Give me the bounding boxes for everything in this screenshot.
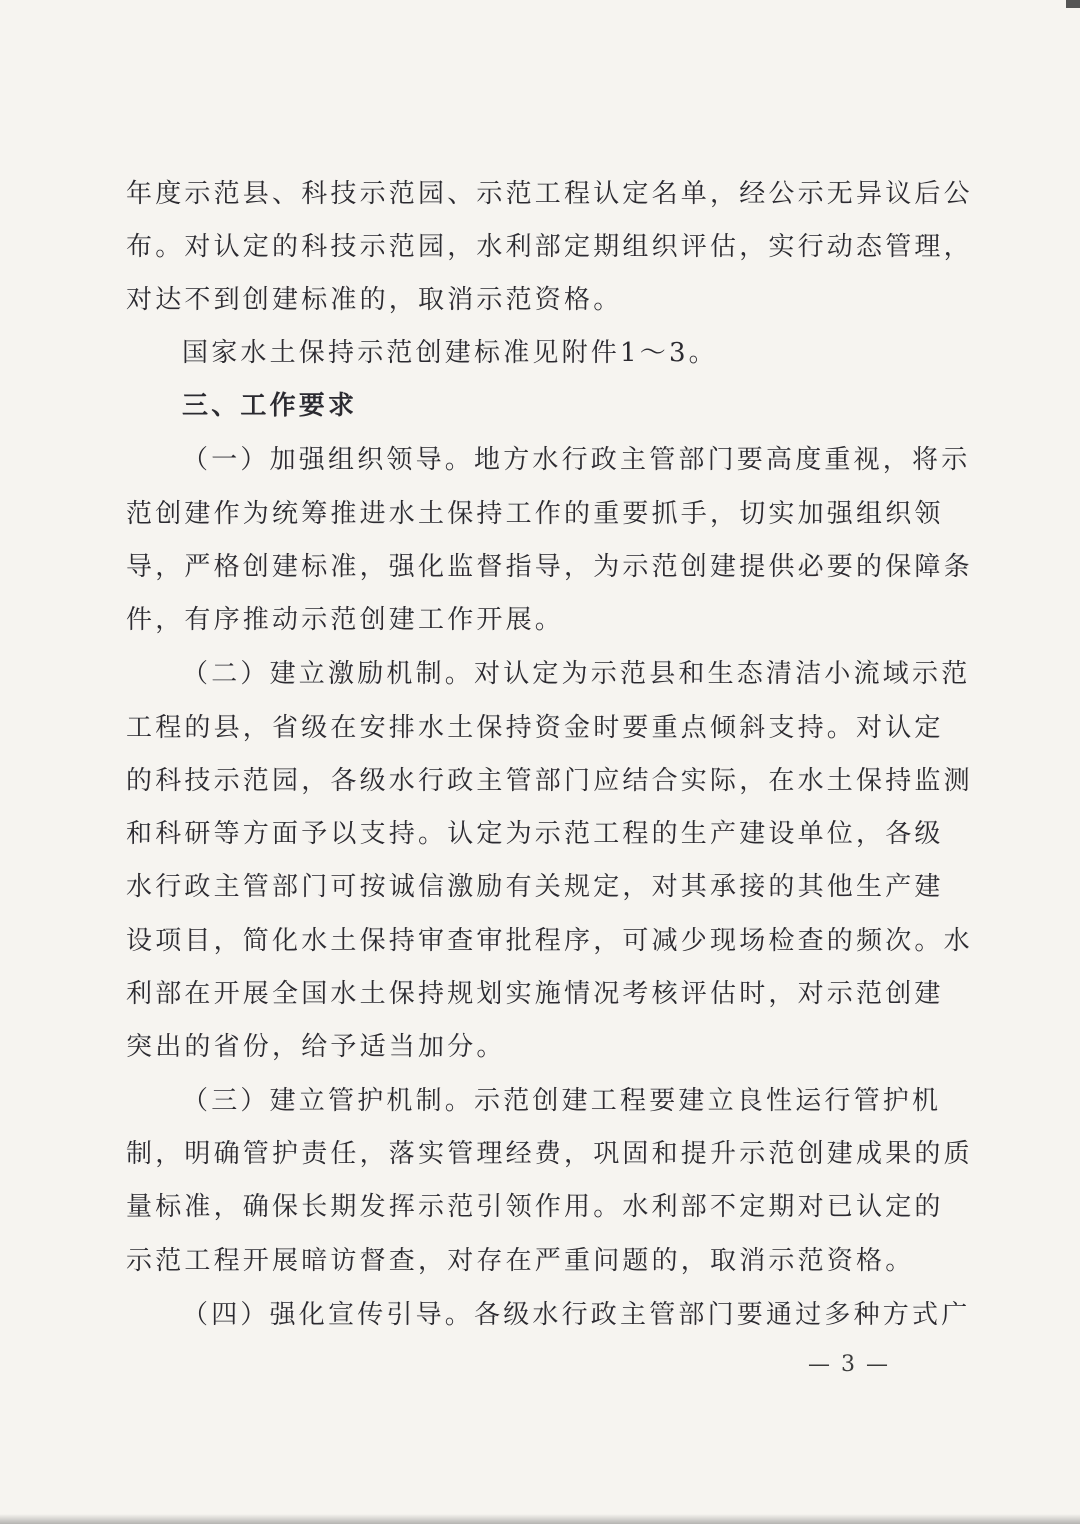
paragraph-line: 的科技示范园，各级水行政主管部门应结合实际，在水土保持监测 xyxy=(126,766,973,796)
paragraph-line: 设项目，简化水土保持审查审批程序，可减少现场检查的频次。水 xyxy=(126,926,973,956)
paragraph-line: 突出的省份，给予适当加分。 xyxy=(126,1032,506,1062)
paragraph-line: 示范工程开展暗访督查，对存在严重问题的，取消示范资格。 xyxy=(126,1246,915,1276)
paragraph-line: 年度示范县、科技示范园、示范工程认定名单，经公示无异议后公 xyxy=(126,179,973,209)
paragraph-line: （一）加强组织领导。地方水行政主管部门要高度重视，将示 xyxy=(182,445,971,475)
paragraph-line: 范创建作为统筹推进水土保持工作的重要抓手，切实加强组织领 xyxy=(126,499,944,529)
scan-edge-shadow xyxy=(0,1514,1080,1524)
paragraph-line: 量标准，确保长期发挥示范引领作用。水利部不定期对已认定的 xyxy=(126,1192,944,1222)
paragraph-line: 对达不到创建标准的，取消示范资格。 xyxy=(126,285,623,315)
paragraph-line: 布。对认定的科技示范园，水利部定期组织评估，实行动态管理， xyxy=(126,232,973,262)
scan-corner-mark xyxy=(1066,0,1080,8)
paragraph-line: （四）强化宣传引导。各级水行政主管部门要通过多种方式广 xyxy=(182,1300,971,1330)
paragraph-line: 利部在开展全国水土保持规划实施情况考核评估时，对示范创建 xyxy=(126,979,944,1009)
page-number: — 3 — xyxy=(808,1352,890,1377)
paragraph-line: 国家水土保持示范创建标准见附件1～3。 xyxy=(182,338,718,368)
paragraph-line: （二）建立激励机制。对认定为示范县和生态清洁小流域示范 xyxy=(182,659,971,689)
paragraph-line: 和科研等方面予以支持。认定为示范工程的生产建设单位，各级 xyxy=(126,819,944,849)
paragraph-line: 水行政主管部门可按诚信激励有关规定，对其承接的其他生产建 xyxy=(126,872,944,902)
paragraph-line: 制，明确管护责任，落实管理经费，巩固和提升示范创建成果的质 xyxy=(126,1139,973,1169)
paragraph-line: 导，严格创建标准，强化监督指导，为示范创建提供必要的保障条 xyxy=(126,552,973,582)
paragraph-line: 工程的县，省级在安排水土保持资金时要重点倾斜支持。对认定 xyxy=(126,713,944,743)
paragraph-line: （三）建立管护机制。示范创建工程要建立良性运行管护机 xyxy=(182,1086,942,1116)
section-heading: 三、工作要求 xyxy=(182,391,358,421)
paragraph-line: 件，有序推动示范创建工作开展。 xyxy=(126,605,565,635)
